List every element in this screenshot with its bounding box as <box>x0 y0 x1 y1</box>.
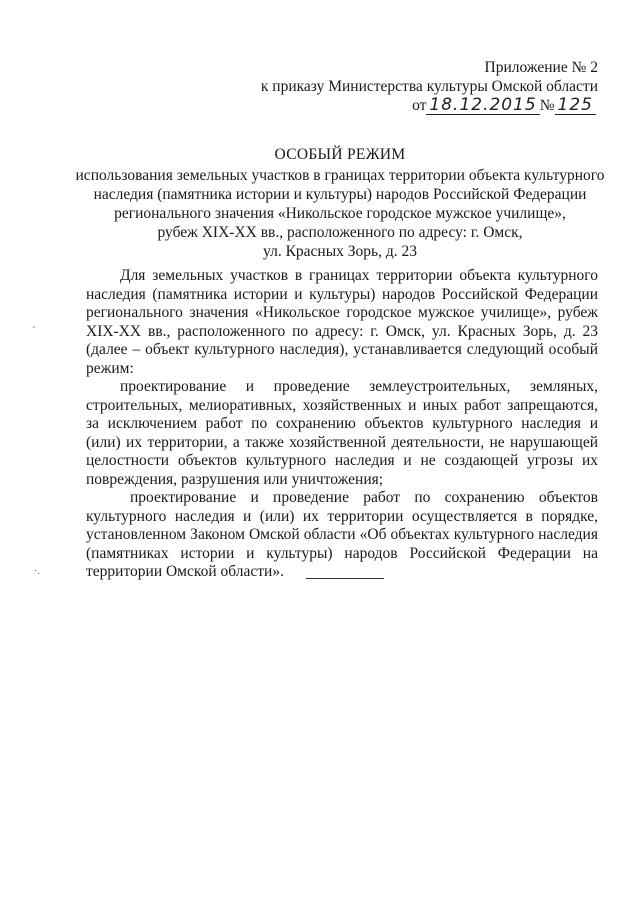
paragraph-procedure: проектирование и проведение работ по сохранению объектов культурного наследия и (или) их территории осуществляется в порядке, установленном Законом Омской области «Об объектах культурного наследия (памятниках истории и культуры) народов Российской Федерации на территории Омской области». <box>86 489 598 580</box>
paragraph-prohibition: проектирование и проведение землеустроительных, земляных, строительных, мелиоративных, хозяйственных и иных работ запрещаются, за исключением работ по сохранению объектов культурного наследия и (или) их территории, а также хозяйственной деятельности, не нарушающей целостности объектов культурного наследия и не создающей угрозы их повреждения, разрушения или уничтожения; <box>86 378 598 488</box>
handwritten-number: 125 <box>555 97 596 115</box>
title-line: ул. Красных Зорь, д. 23 <box>263 243 417 260</box>
title-line: рубеж XIX-XX вв., расположенного по адресу: г. Омск, <box>157 224 523 241</box>
document-body <box>86 267 598 582</box>
title-line: использования земельных участков в границах территории объекта культурного <box>75 167 605 184</box>
appendix-header <box>261 58 598 115</box>
number-prefix: № <box>539 97 555 114</box>
appendix-number: Приложение № 2 <box>484 59 598 76</box>
title-line: наследия (памятника истории и культуры) народов Российской Федерации <box>93 186 587 203</box>
scan-mark: ‐ <box>32 322 36 333</box>
paragraph-intro: Для земельных участков в границах территории объекта культурного наследия (памятника истории и культуры) народов Российской Федерации регионального значения «Никольское городское мужское училище», рубеж XIX-XX вв., расположенного по адресу: г. Омск, ул. Красных Зорь, д. 23 (далее – объект культурного наследия), устанавливается следующий особый режим: <box>86 267 598 377</box>
closing-rule <box>306 578 384 579</box>
handwritten-date: 18.12.2015 <box>426 97 539 115</box>
document-title <box>60 145 620 261</box>
order-reference: к приказу Министерства культуры Омской области <box>260 78 598 95</box>
scan-mark: ·. <box>34 566 41 577</box>
title-heading: ОСОБЫЙ РЕЖИМ <box>274 146 406 163</box>
title-line: регионального значения «Никольское городское мужское училище», <box>114 205 566 222</box>
date-prefix: от <box>412 97 427 114</box>
order-date-number <box>412 96 598 115</box>
